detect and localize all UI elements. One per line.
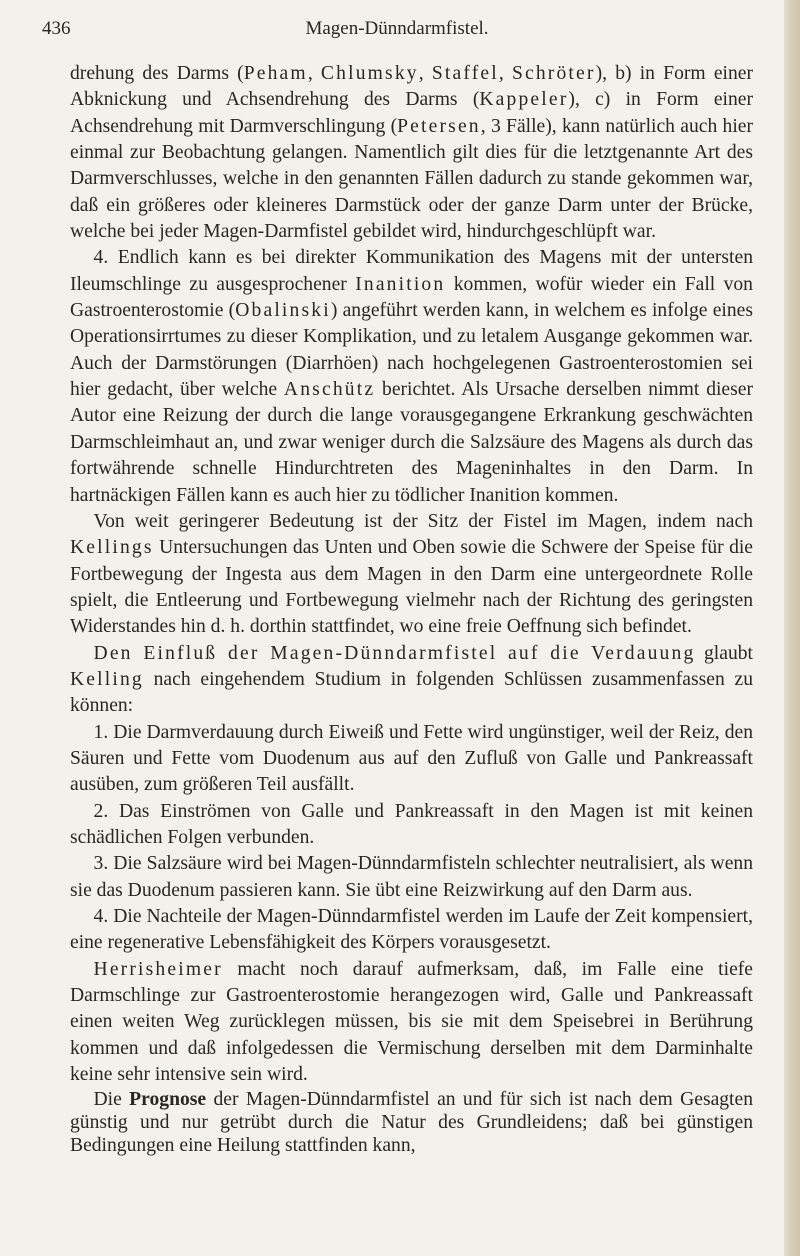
paragraph-7 [70,851,753,904]
text: 2. Das Einströmen von Galle und Pankreassaft in den Magen ist mit keinen schädlichen Folgen verbunden. [70,800,753,848]
text: berichtet. Als Ursache derselben nimmt dieser Autor eine Reizung der durch die lange vorausgegangene Erkrankung geschwächten Darmschleimhaut an, und zwar weniger durch die Salzsäure des Magens als durch das fortwährende schnelle Hindurchtreten des Mageninhaltes in den Darm. In hartnäckigen Fällen kann es auch hier zu tödlicher Inanition kommen. [70,379,753,506]
running-title: Magen-Dünndarmfistel. [305,18,489,39]
text: ), c) in Form einer Achsendrehung mit Darmverschlingung ( [70,89,753,137]
paragraph-2 [70,245,753,508]
author-name: Anschütz [283,379,376,401]
paragraph-10 [70,1088,753,1157]
text: 4. Endlich kann es bei direkter Kommunikation des Magens mit der untersten Ileumschlinge zu ausgesprochener [70,247,753,295]
author-name: Herrisheimer [93,958,223,980]
author-name: Petersen [397,115,481,137]
text: Die [93,1089,130,1111]
text: , [498,63,512,84]
author-name: Obalinski [235,300,331,322]
paragraph-3 [70,509,753,641]
paragraph-5 [70,720,753,799]
page-number: 436 [42,18,71,39]
emphasis: Den Einfluß der Magen-Dünndarmfistel auf die Verdauung [93,642,696,664]
paragraph-9 [70,957,753,1089]
paragraph-6 [70,799,753,852]
text: drehung des Darms ( [70,63,244,84]
text: , 3 Fälle), kann natürlich auch hier einmal zur Beobachtung gelangen. Namentlich gilt dies für die letztgenannte Art des Darmverschlusses, welche in den genannten Fällen dadurch zu stande gekommen war, daß ein größeres oder kleineres Darmstück oder der ganze Darm unter der Brücke, welche bei jeder Magen-Darmfistel gebildet wird, hindurchgeschlüpft war. [70,115,753,243]
author-name: Kappeler [479,89,569,111]
text: 4. Die Nachteile der Magen-Dünndarmfistel werden im Laufe der Zeit kompensiert, eine regenerative Lebensfähigkeit des Körpers vorausgesetzt. [70,906,753,954]
emphasis: Inanition [355,273,446,295]
text: , [418,63,432,84]
text: 1. Die Darmverdauung durch Eiweiß und Fette wird ungünstiger, weil der Reiz, den Säuren und Fette vom Duodenum aus auf den Zufluß von Galle und Pankreassaft ausüben, zum größeren Teil ausfällt. [70,721,753,796]
text: , [307,63,321,84]
author-name: Kellings [70,537,154,559]
paragraph-1 [70,61,753,245]
text: nach eingehendem Studium in folgenden Schlüssen zusammenfassen zu können: [70,668,753,717]
page-edge [784,0,800,1256]
text: ), b) in Form einer Abknickung und Achsendrehung des Darms ( [70,63,754,111]
text: Von weit geringerer Bedeutung ist der Sitz der Fistel im Magen, indem nach [93,510,753,532]
author-name: Kelling [70,668,144,690]
author-name: Chlumsky [320,63,419,84]
text: glaubt [695,642,753,664]
page-header [42,18,752,48]
emphasis: Prognose [129,1089,207,1111]
author-name: Staffel [431,63,499,84]
text: macht noch darauf aufmerksam, daß, im Falle eine tiefe Darmschlinge zur Gastroenterostomie herangezogen wird, Galle und Pankreassaft einen weiten Weg zurücklegen müssen, bis sie mit dem Speisebrei in Berührung kommen und daß infolgedessen die Vermischung derselben mit dem Darminhalte keine sehr intensive sein wird. [70,958,753,1086]
text: Untersuchungen das Unten und Oben sowie die Schwere der Speise für die Fortbewegung der Ingesta aus dem Magen in den Darm eine untergeordnete Rolle spielt, die Entleerung und Fortbewegung vielmehr nach der Richtung des geringsten Widerstandes hin d. h. dorthin stattfindet, wo eine freie Oeffnung sich befindet. [70,537,753,638]
paragraph-4 [70,641,753,720]
text: ) angeführt werden kann, in welchem es infolge eines Operationsirrtumes zu dieser Komplikation, und zu letalem Ausgange gekommen war. Auch der Darmstörungen (Diarrhöen) nach hochgelegenen Gastroenterostomien sei hier gedacht, über welche [70,300,753,401]
text: der Magen-Dünndarmfistel an und für sich ist nach dem Gesagten günstig und nur getrübt durch die Natur des Grundleidens; daß bei günstigen Bedingungen eine Heilung stattfinden kann, [70,1089,753,1157]
text: kommen, wofür wieder ein Fall von Gastroenterostomie ( [70,273,753,322]
paragraph-8 [70,904,753,957]
body-text [70,61,753,1157]
author-name: Peham [243,63,308,84]
text: 3. Die Salzsäure wird bei Magen-Dünndarmfisteln schlechter neutralisiert, als wenn sie das Duodenum passieren kann. Sie übt eine Reizwirkung auf den Darm aus. [70,853,753,901]
author-name: Schröter [511,63,596,84]
